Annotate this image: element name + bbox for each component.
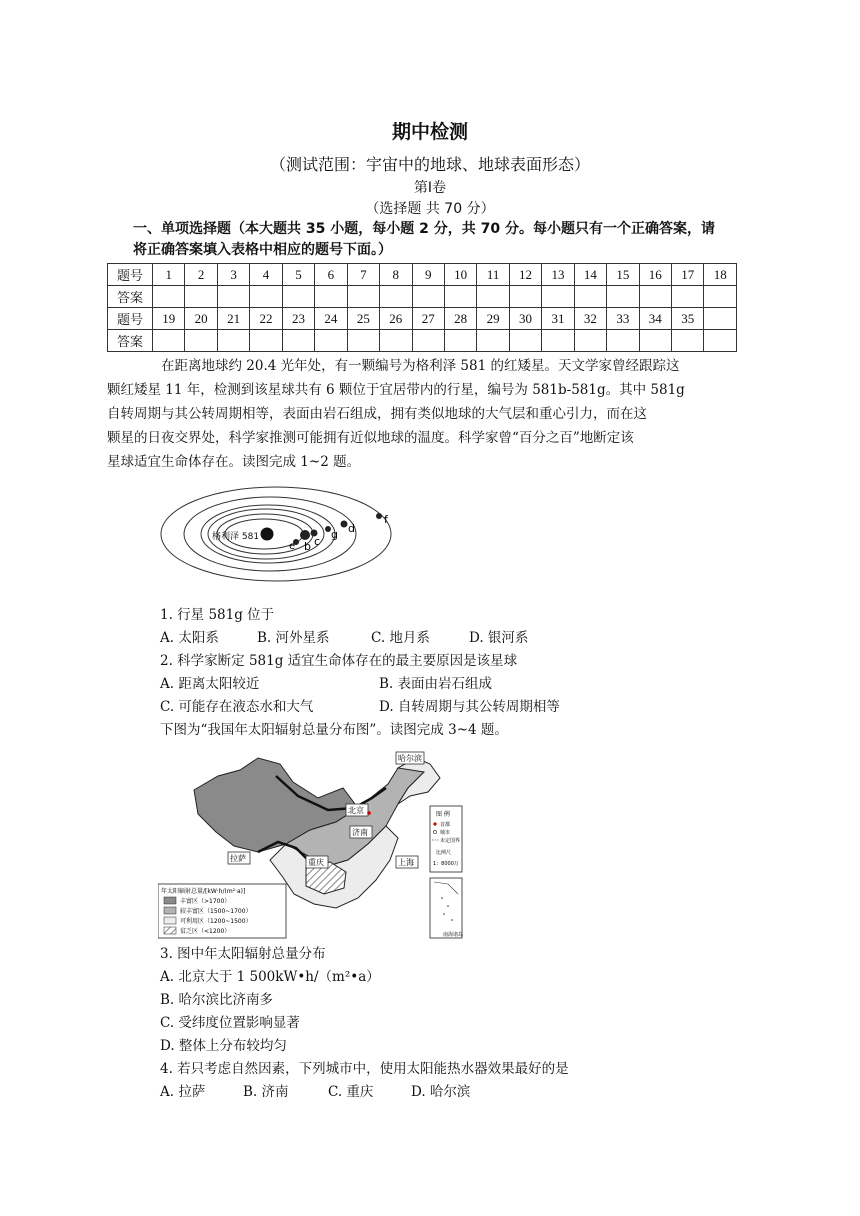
answer-cell[interactable] <box>380 330 412 352</box>
answer-cell[interactable] <box>315 330 347 352</box>
table-cell: 19 <box>153 308 185 330</box>
table-cell: 7 <box>347 264 379 286</box>
city-label-beijing: 北京 <box>348 806 364 815</box>
answer-cell[interactable] <box>153 330 185 352</box>
passage-line: 自转周期与其公转周期相等，表面由岩石组成，拥有类似地球的大气层和重心引力，而在这 <box>107 406 647 422</box>
city-label-lhasa: 拉萨 <box>230 854 246 863</box>
table-cell: 20 <box>185 308 217 330</box>
legend-item: 贫乏区（<1200） <box>180 928 231 935</box>
question-1-options <box>160 628 528 648</box>
passage-line: 颗红矮星 11 年，检测到该星球共有 6 颗位于宜居带内的行星，编号为 581b-581g。其中 581g <box>107 382 685 398</box>
answer-cell[interactable] <box>380 286 412 308</box>
section-heading-line2: 将正确答案填入表格中相应的题号下面。） <box>133 242 392 258</box>
volume-note: （选择题 共 70 分） <box>365 201 495 217</box>
table-cell: 10 <box>444 264 476 286</box>
question-2-stem: 2. 科学家断定 581g 适宜生命体存在的最主要原因是该星球 <box>160 653 518 669</box>
answer-cell[interactable] <box>282 330 314 352</box>
answer-cell[interactable] <box>639 330 671 352</box>
scale-value: 1：8000万 <box>433 861 459 867</box>
answer-cell[interactable] <box>509 330 541 352</box>
planet-b <box>300 530 310 540</box>
page-subtitle: （测试范围：宇宙中的地球、地球表面形态） <box>269 155 590 174</box>
side-legend-item: 城市 <box>440 830 451 836</box>
table-cell <box>704 308 737 330</box>
answer-cell[interactable] <box>315 286 347 308</box>
planet-label: d <box>348 522 355 535</box>
table-row-numbers-2 <box>108 308 737 330</box>
city-label-jinan: 济南 <box>352 828 368 837</box>
answer-cell[interactable] <box>185 286 217 308</box>
answer-cell[interactable] <box>672 330 704 352</box>
option[interactable]: A. 拉萨 <box>160 1084 206 1100</box>
table-cell: 29 <box>477 308 509 330</box>
table-cell: 22 <box>250 308 282 330</box>
option[interactable]: C. 地月系 <box>371 630 430 646</box>
question-2-options-row1 <box>160 674 492 694</box>
passage-line: 在距离地球约 20.4 光年处，有一颗编号为格利泽 581 的红矮星。天文学家曾经跟踪这 <box>161 358 680 374</box>
option[interactable]: C. 可能存在液态水和大气 <box>160 699 314 715</box>
island-dot <box>441 897 443 899</box>
table-row-answers-2 <box>108 330 737 352</box>
table-cell: 35 <box>672 308 704 330</box>
answer-cell[interactable] <box>217 330 249 352</box>
planet-label: b <box>304 540 311 553</box>
table-cell: 26 <box>380 308 412 330</box>
island-dot <box>451 919 453 921</box>
table-cell: 30 <box>509 308 541 330</box>
option[interactable]: A. 太阳系 <box>160 630 219 646</box>
table-cell: 6 <box>315 264 347 286</box>
table-cell: 34 <box>639 308 671 330</box>
answer-cell[interactable] <box>607 286 639 308</box>
table-header-cell: 题号 <box>108 308 153 330</box>
table-cell: 18 <box>704 264 737 286</box>
side-legend-item: 未定国界 <box>440 838 461 844</box>
question-4-options <box>160 1082 470 1102</box>
table-cell: 12 <box>509 264 541 286</box>
table-header-cell: 答案 <box>108 330 153 352</box>
answer-cell[interactable] <box>639 286 671 308</box>
answer-cell[interactable] <box>607 330 639 352</box>
island-dot <box>443 913 445 915</box>
option[interactable]: A. 北京大于 1 500kW•h/（m²•a） <box>160 969 380 985</box>
table-cell: 15 <box>607 264 639 286</box>
figure-intro: 下图为“我国年太阳辐射总量分布图”。读图完成 3~4 题。 <box>160 722 508 738</box>
table-cell: 32 <box>574 308 606 330</box>
city-label-shanghai: 上海 <box>398 858 414 867</box>
option[interactable]: B. 河外星系 <box>257 630 330 646</box>
planet-label: f <box>384 513 388 526</box>
table-cell: 16 <box>639 264 671 286</box>
island-dot <box>447 905 449 907</box>
legend-item: 丰富区（>1700） <box>180 898 231 905</box>
answer-cell[interactable] <box>477 330 509 352</box>
page-title: 期中检测 <box>391 121 468 143</box>
answer-cell[interactable] <box>250 330 282 352</box>
legend-swatch-rich <box>164 897 176 904</box>
table-cell: 25 <box>347 308 379 330</box>
legend-title: 年太阳辐射总量/[kW·h/(m²·a)] <box>161 888 246 895</box>
answer-cell[interactable] <box>444 286 476 308</box>
answer-cell[interactable] <box>185 330 217 352</box>
table-cell: 33 <box>607 308 639 330</box>
option[interactable]: C. 重庆 <box>328 1084 374 1100</box>
legend-item: 较丰富区（1500~1700） <box>180 908 252 915</box>
answer-cell[interactable] <box>217 286 249 308</box>
planet-f <box>376 513 382 519</box>
option[interactable]: D. 哈尔滨 <box>411 1084 471 1100</box>
city-label-chongqing: 重庆 <box>308 858 324 867</box>
answer-cell[interactable] <box>704 286 737 308</box>
answer-cell[interactable] <box>542 286 574 308</box>
answer-cell[interactable] <box>509 286 541 308</box>
star-gliese581 <box>261 528 274 541</box>
planet-label: e <box>289 541 296 552</box>
table-row-answers-1 <box>108 286 737 308</box>
table-cell: 24 <box>315 308 347 330</box>
south-china-sea-inset <box>430 878 462 938</box>
planet-label: c <box>314 535 321 548</box>
scale-label: 比例尺 <box>436 850 452 856</box>
question-3-stem: 3. 图中年太阳辐射总量分布 <box>160 946 326 962</box>
answer-cell[interactable] <box>672 286 704 308</box>
option[interactable]: D. 整体上分布较均匀 <box>160 1038 287 1054</box>
table-header-cell: 答案 <box>108 286 153 308</box>
table-header-cell: 题号 <box>108 264 153 286</box>
answer-cell[interactable] <box>574 330 606 352</box>
planet-d <box>341 521 348 528</box>
answer-table <box>107 263 737 352</box>
legend-swatch-fairly-rich <box>164 907 176 914</box>
table-cell: 21 <box>217 308 249 330</box>
passage-line: 星球适宜生命体存在。读图完成 1~2 题。 <box>107 454 361 470</box>
answer-cell[interactable] <box>574 286 606 308</box>
planet-label: g <box>331 528 338 541</box>
answer-cell[interactable] <box>412 286 444 308</box>
option[interactable]: D. 银河系 <box>469 630 529 646</box>
china-solar-map <box>158 748 463 940</box>
legend-swatch-poor <box>164 927 176 934</box>
table-cell: 4 <box>250 264 282 286</box>
city-label-harbin: 哈尔滨 <box>398 754 422 763</box>
answer-cell[interactable] <box>250 286 282 308</box>
table-row-numbers-1 <box>108 264 737 286</box>
table-cell: 2 <box>185 264 217 286</box>
section-heading-line1: 一、单项选择题（本大题共 35 小题，每小题 2 分，共 70 分。每小题只有一个正确答案，请 <box>133 221 715 237</box>
legend-swatch-usable <box>164 917 176 924</box>
star-label: 格利泽 581 <box>212 532 260 542</box>
table-cell: 1 <box>153 264 185 286</box>
answer-cell[interactable] <box>153 286 185 308</box>
option[interactable]: B. 哈尔滨比济南多 <box>160 992 274 1008</box>
legend-item: 可利用区（1200~1500） <box>180 918 252 925</box>
side-legend-title: 图 例 <box>436 811 450 818</box>
question-2-options-row2 <box>160 697 560 717</box>
table-cell: 11 <box>477 264 509 286</box>
table-cell: 27 <box>412 308 444 330</box>
capital-icon <box>433 822 436 825</box>
table-cell: 5 <box>282 264 314 286</box>
side-legend-item: 首都 <box>440 822 451 828</box>
table-cell: 28 <box>444 308 476 330</box>
answer-cell[interactable] <box>347 286 379 308</box>
answer-cell[interactable] <box>347 330 379 352</box>
table-cell: 31 <box>542 308 574 330</box>
table-cell: 17 <box>672 264 704 286</box>
table-cell: 3 <box>217 264 249 286</box>
option[interactable]: C. 受纬度位置影响显著 <box>160 1015 300 1031</box>
table-cell: 14 <box>574 264 606 286</box>
answer-cell[interactable] <box>412 330 444 352</box>
orbit-diagram <box>158 482 408 592</box>
option[interactable]: A. 距离太阳较近 <box>160 676 260 692</box>
capital-icon <box>367 811 371 815</box>
question-4-stem: 4. 若只考虑自然因素，下列城市中，使用太阳能热水器效果最好的是 <box>160 1061 569 1077</box>
table-cell: 23 <box>282 308 314 330</box>
answer-cell[interactable] <box>444 330 476 352</box>
table-cell: 8 <box>380 264 412 286</box>
question-1-stem: 1. 行星 581g 位于 <box>160 607 275 623</box>
table-cell: 13 <box>542 264 574 286</box>
passage-line: 颗星的日夜交界处，科学家推测可能拥有近似地球的温度。科学家曾“百分之百”地断定该 <box>107 430 634 446</box>
answer-cell[interactable] <box>477 286 509 308</box>
option[interactable]: B. 表面由岩石组成 <box>379 676 493 692</box>
answer-cell[interactable] <box>282 286 314 308</box>
answer-cell[interactable] <box>542 330 574 352</box>
volume-label: 第Ⅰ卷 <box>413 180 447 196</box>
option[interactable]: B. 济南 <box>243 1084 289 1100</box>
option[interactable]: D. 自转周期与其公转周期相等 <box>379 699 560 715</box>
inset-label: 南海诸岛 <box>443 932 463 938</box>
table-cell: 9 <box>412 264 444 286</box>
answer-cell[interactable] <box>704 330 737 352</box>
